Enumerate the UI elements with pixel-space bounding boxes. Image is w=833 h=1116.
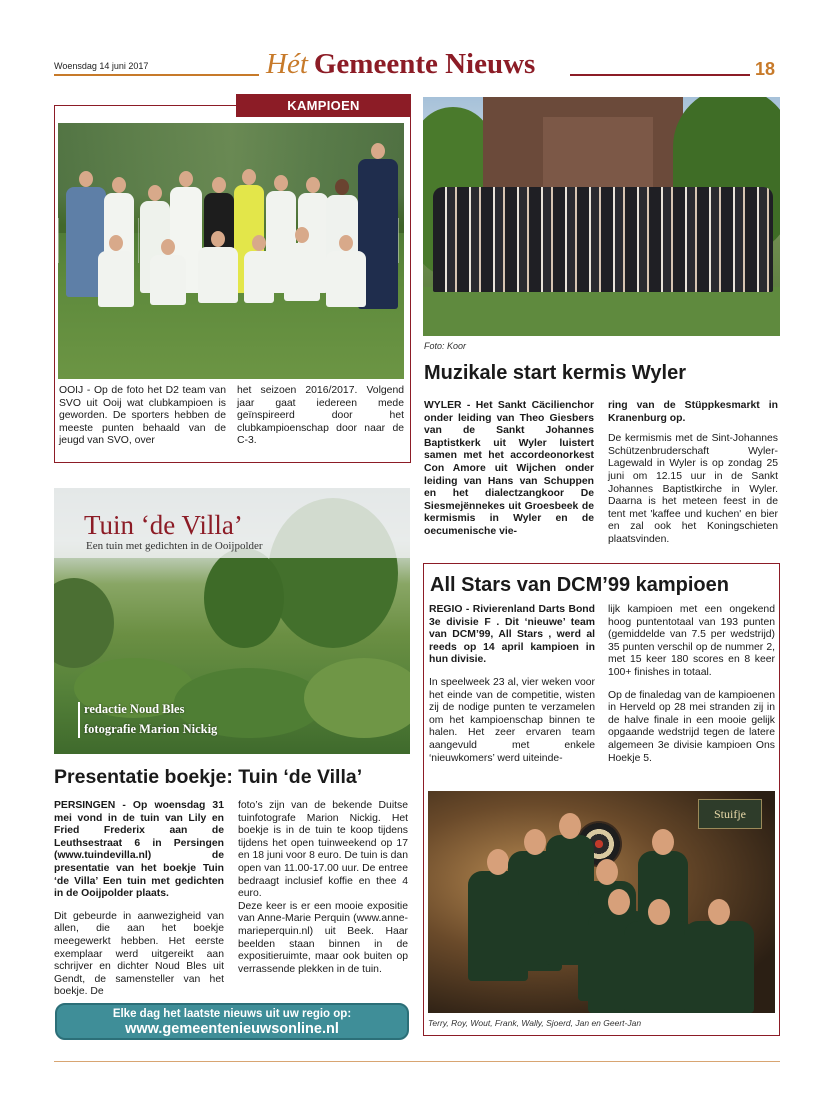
masthead-rule-right bbox=[570, 74, 750, 76]
photo-choir-group bbox=[433, 187, 773, 292]
kampioen-text-col1: OOIJ - Op de foto het D2 team van SVO uit Ooij wat clubkampioen is geworden. De sporters hebben de meeste punten behaald van de jeugd van SVO, over bbox=[59, 385, 226, 447]
allstars-text-col1 bbox=[429, 604, 595, 775]
masthead bbox=[0, 0, 833, 90]
wyler-text-col2 bbox=[608, 400, 778, 557]
darts-photo-caption: Terry, Roy, Wout, Frank, Wally, Sjoerd, Jan en Geert-Jan bbox=[428, 1018, 642, 1028]
book-paragraph: foto’s zijn van de bekende Duitse tuinfotografe Marion Nickig. Het boekje is in de tuin te koop tijdens tijdens het open tuinweekend op 17 en 18 juni voor 8 euro. De tuin is dan open van 11.00-17.00 uur. De entree bedraagt inclusief koffie en thee 4 euro. bbox=[238, 800, 408, 900]
cover-title: Tuin ‘de Villa’ bbox=[84, 510, 243, 540]
cover-subtitle: Een tuin met gedichten in de Ooijpolder bbox=[86, 540, 263, 552]
player-figure bbox=[150, 255, 186, 305]
book-paragraph: Dit gebeurde in aanwezigheid van allen, die aan het boekje meegewerkt hebben. Het eerste exemplaar werd uitgereikt aan schrijver en dichter Noud Bles uit Gendt, de samensteller van het boekje. De bbox=[54, 910, 224, 998]
book-text-col2 bbox=[238, 800, 408, 986]
book-headline: Presentatie boekje: Tuin ‘de Villa’ bbox=[54, 766, 363, 788]
allstars-paragraph: Op de finaledag van de kampioenen in Herveld op 28 mei stranden zij in de halve finale in een mooie gelijk opgaande wedstrijd tegen de latere algemeen 3e divisie kampioen Ons Hoekje 5. bbox=[608, 689, 775, 764]
photo-lawn bbox=[423, 287, 780, 336]
cover-shrub bbox=[304, 658, 410, 738]
player-figure bbox=[284, 243, 320, 301]
choir-photo-caption: Foto: Koor bbox=[424, 341, 467, 351]
cover-credit-bar bbox=[78, 702, 80, 738]
book-lead: PERSINGEN - Op woensdag 31 mei vond in de tuin van Lily en Fried Frederix aan de Leuthsestraat 6 in Persingen (www.tuindevilla.nl) de presentatie van het boekje Tuin ‘de Villa’ Een tuin met gedichten in de Ooijpolder plaats. bbox=[54, 800, 224, 900]
issue-date: Woensdag 14 juni 2017 bbox=[54, 61, 149, 71]
player-figure bbox=[198, 247, 238, 303]
cover-tree bbox=[54, 578, 114, 668]
wyler-lead: WYLER - Het Sankt Cäcilienchor onder leiding van Theo Giesbers van de Sankt Johannes Baptistkerk uit Wyler luistert samen met het accordeonorkest Con Amore uit Wijchen onder leiding van Hans van Schuppen en het dialectzangkoor De Siesmejënnekes uit Groesbeek de kermismis in Wyler en de oecumenische vie- bbox=[424, 400, 594, 537]
darts-team-photo bbox=[428, 791, 775, 1013]
allstars-lead: REGIO - Rivierenland Darts Bond 3e divisie F . Dit ‘nieuwe’ team van DCM’99, All Stars , werd al reeds op 14 april kampioen in hun divisie. bbox=[429, 604, 595, 666]
allstars-headline: All Stars van DCM’99 kampioen bbox=[430, 574, 729, 596]
wyler-paragraph: De kermismis met de Sint-Johannes Schützenbruderschaft Wyler-Lagewald in Wyler is op zondag 25 juni om 12.15 uur in de Sankt Johannes Baptistkirche in Wyler. Daarna is het meteen feest in de tent met 'kaffee und kuchen' en bier en zal ook het Koningschieten plaatsvinden. bbox=[608, 433, 778, 545]
website-banner[interactable] bbox=[55, 1003, 409, 1040]
player-figure bbox=[326, 251, 366, 307]
team-photo bbox=[58, 123, 404, 379]
allstars-paragraph: lijk kampioen met een ongekend hoog puntentotaal van 193 punten (gemiddelde van 7.5 per wedstrijd) 35 punten verschil op de nummer 2, met 15 keer 180 scores en 8 keer 100+ finishes in totaal. bbox=[608, 604, 775, 678]
wyler-headline: Muzikale start kermis Wyler bbox=[424, 362, 686, 384]
wyler-lead-continued: ring van de Stüppkesmarkt in Kranenburg op. bbox=[608, 400, 778, 424]
title-prefix: Hét bbox=[266, 48, 308, 80]
allstars-text-col2 bbox=[608, 604, 775, 775]
page-number: 18 bbox=[755, 59, 776, 79]
player-figure bbox=[98, 251, 134, 307]
banner-website-link[interactable]: www.gemeentenieuwsonline.nl bbox=[125, 1021, 339, 1037]
team-member bbox=[684, 921, 754, 1013]
book-text-col1 bbox=[54, 800, 224, 1009]
cover-credit-photographer: fotografie Marion Nickig bbox=[84, 722, 218, 736]
banner-tagline: Elke dag het laatste nieuws uit uw regio op: bbox=[112, 1008, 352, 1020]
allstars-paragraph: In speelweek 23 al, vier weken voor het einde van de competitie, wisten zij de nodige punten te verzamelen om het kampioenschap binnen te halen. Het zeer ervaren team aangevuld met enkele ‘nieuwkomers’ werd uiteinde- bbox=[429, 676, 595, 764]
player-figure bbox=[244, 251, 274, 303]
masthead-rule-left bbox=[54, 74, 259, 76]
kampioen-text-col2: het seizoen 2016/2017. Volgend jaar gaat iedereen mede geïnspireerd door het clubkampioenschap door naar de C-3. bbox=[237, 385, 404, 447]
cover-tree bbox=[204, 548, 284, 648]
wyler-text-col1 bbox=[424, 400, 594, 539]
cover-credit-editor: redactie Noud Bles bbox=[84, 702, 185, 716]
section-tab-kampioen: KAMPIOEN bbox=[236, 94, 411, 117]
title-text: Gemeente Nieuws bbox=[313, 48, 536, 80]
footer-rule bbox=[54, 1061, 780, 1062]
newspaper-title bbox=[266, 48, 535, 81]
book-paragraph: Deze keer is er een mooie expositie van Anne-Marie Perquin (www.anne-marieperquin.nl) uit Beek. Haar beelden staan binnen in de expositieruimte, maar ook buiten op verrassende plekken in de tuin. bbox=[238, 900, 408, 975]
choir-photo bbox=[423, 97, 780, 336]
pub-sign: Stuifje bbox=[698, 799, 762, 829]
book-cover-image bbox=[54, 488, 410, 754]
